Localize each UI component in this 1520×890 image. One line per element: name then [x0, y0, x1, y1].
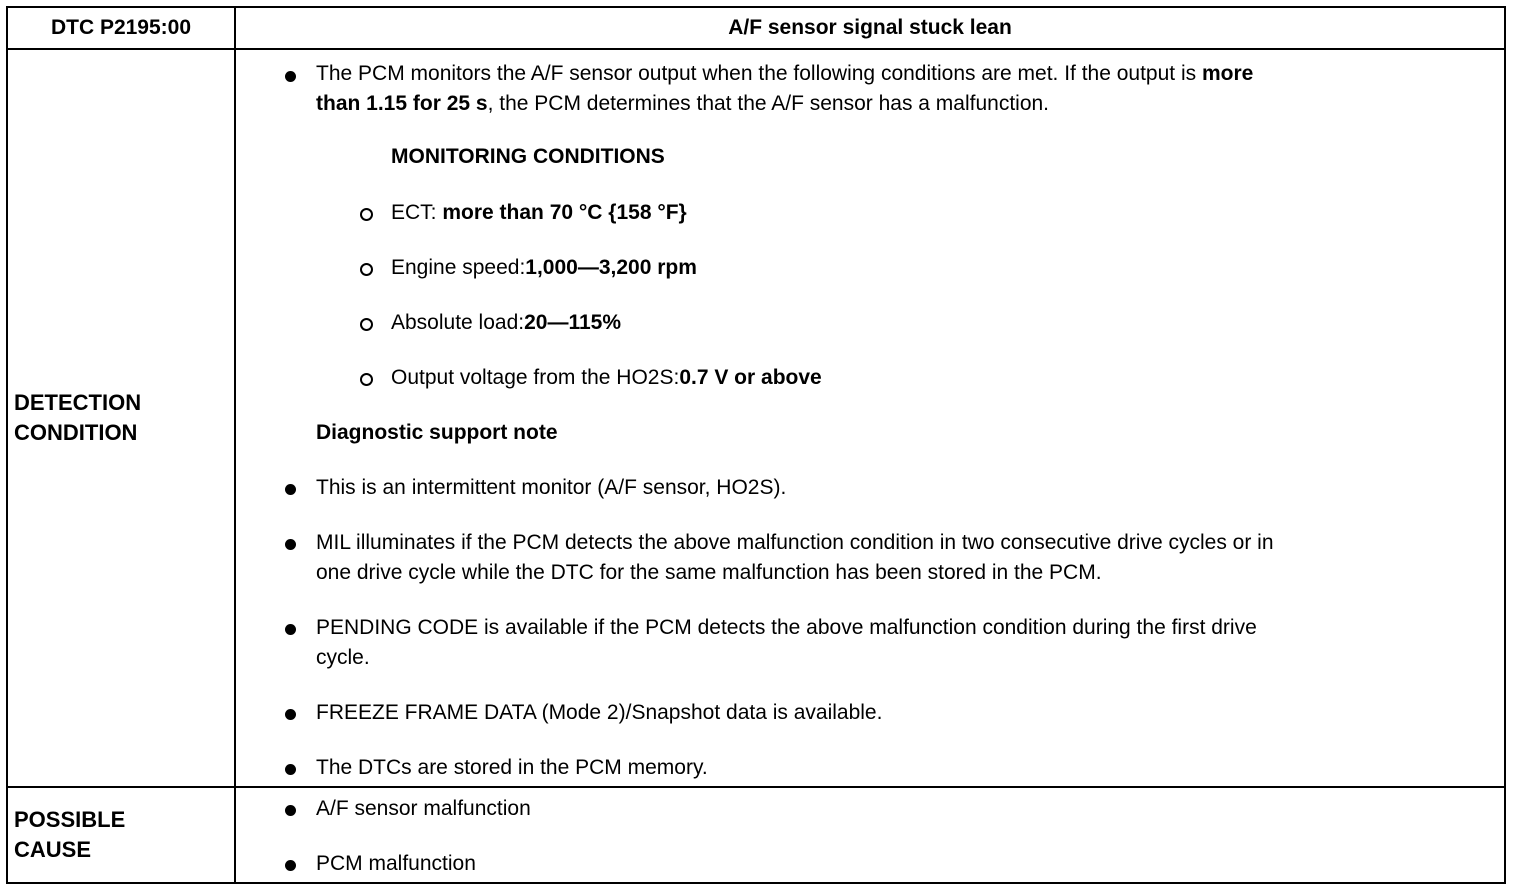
condition-item: Output voltage from the HO2S:0.7 V or above [391, 366, 822, 389]
cause-item: A/F sensor malfunction [316, 797, 531, 820]
condition-item: ECT: more than 70 °C {158 °F} [391, 201, 687, 224]
header-row [7, 7, 1505, 49]
note-item: PENDING CODE is available if the PCM detects the above malfunction condition during the first drive cycle. [316, 616, 1257, 669]
cause-label-line2: CAUSE [14, 837, 92, 862]
cause-label-line1: POSSIBLE [14, 807, 126, 832]
circle-bullet-icon [360, 318, 373, 331]
circle-bullet-icon [360, 208, 373, 221]
bullet-icon [285, 71, 296, 82]
note-item: The DTCs are stored in the PCM memory. [316, 756, 708, 779]
circle-bullet-icon [360, 373, 373, 386]
cause-row [7, 787, 1505, 883]
support-heading: Diagnostic support note [316, 421, 558, 444]
dtc-code: DTC P2195:00 [7, 7, 235, 49]
bullet-icon [285, 624, 296, 635]
cause-item: PCM malfunction [316, 852, 476, 875]
monitoring-heading: MONITORING CONDITIONS [391, 145, 665, 168]
cause-content [235, 787, 1505, 883]
bullet-icon [285, 539, 296, 550]
dtc-title: A/F sensor signal stuck lean [235, 7, 1505, 49]
note-item: MIL illuminates if the PCM detects the above malfunction condition in two consecutive drive cycles or in one drive cycle while the DTC for the same malfunction has been stored in the PCM. [316, 531, 1274, 584]
bullet-icon [285, 860, 296, 871]
bullet-icon [285, 484, 296, 495]
condition-item: Absolute load:20—115% [391, 311, 622, 334]
note-item: FREEZE FRAME DATA (Mode 2)/Snapshot data is available. [316, 701, 883, 724]
bullet-icon [285, 805, 296, 816]
dtc-table [6, 6, 1506, 884]
detection-content [235, 49, 1505, 787]
possible-cause-label [7, 787, 235, 883]
detection-label-line1: DETECTION [14, 390, 142, 415]
detection-row [7, 49, 1505, 787]
bullet-icon [285, 709, 296, 720]
circle-bullet-icon [360, 263, 373, 276]
condition-item: Engine speed:1,000—3,200 rpm [391, 256, 697, 279]
bullet-icon [285, 764, 296, 775]
detection-label-line2: CONDITION [14, 420, 138, 445]
note-item: This is an intermittent monitor (A/F sensor, HO2S). [316, 476, 787, 499]
detection-condition-label [7, 49, 235, 787]
detection-intro: The PCM monitors the A/F sensor output when the following conditions are met. If the output is more than 1.15 for 25 s, the PCM determines that the A/F sensor has a malfunction. [316, 62, 1254, 115]
